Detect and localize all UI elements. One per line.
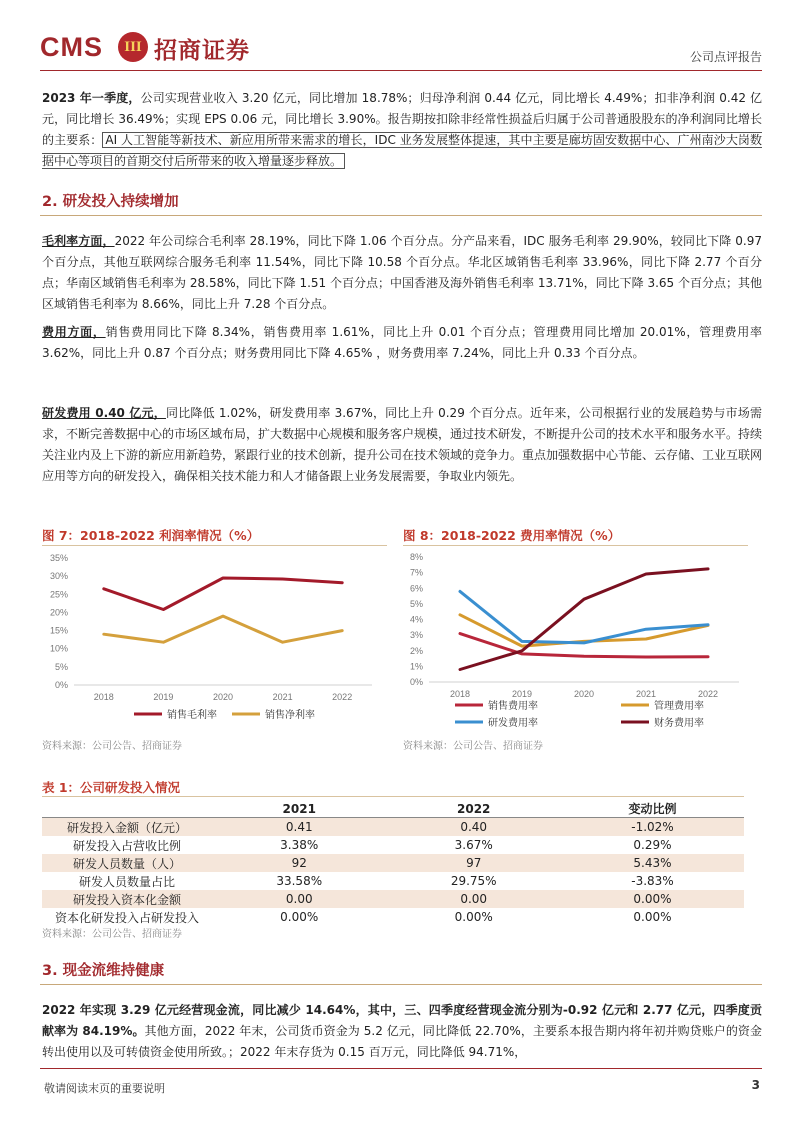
legend-label: 销售费用率 bbox=[488, 701, 538, 712]
series-line bbox=[460, 569, 708, 670]
table-cell: 0.00% bbox=[561, 890, 744, 908]
x-tick-label: 2020 bbox=[212, 692, 234, 702]
y-tick-label: 25% bbox=[49, 589, 68, 600]
table-row-label: 研发投入金额（亿元） bbox=[42, 818, 212, 837]
table-cell: -1.02% bbox=[561, 818, 744, 837]
table-cell: 0.00 bbox=[212, 890, 386, 908]
y-tick-label: 20% bbox=[49, 607, 68, 618]
table-cell: 5.43% bbox=[561, 854, 744, 872]
expense-body: 销售费用同比下降 8.34%，销售费用率 1.61%，同比上升 0.01 个百分点；管理费用同比增加 20.01%，管理费用率 3.62%，同比上升 0.87 个百分点；财务费用同比下降 4.65% ，财务费用率 7.24%，同比上升 0.33 个百分点。 bbox=[42, 325, 762, 360]
table1-source: 资料来源：公司公告、招商证券 bbox=[42, 929, 182, 940]
x-tick-label: 2022 bbox=[332, 692, 353, 702]
table1-title: 表 1：公司研发投入情况 bbox=[42, 780, 181, 795]
y-tick-label: 3% bbox=[409, 630, 423, 641]
cashflow-bold: 2022 年实现 3.29 亿元经营现金流，同比减少 14.64%，其中，三、四季度经营现金流分别为-0.92 亿元和 2.77 亿元，四季度贡献率为 84.19%。 bbox=[42, 1003, 762, 1038]
table-cell: 0.41 bbox=[212, 818, 386, 837]
footer-divider bbox=[40, 1068, 762, 1069]
y-tick-label: 4% bbox=[409, 614, 423, 625]
fig8-expense-ratio-chart bbox=[403, 548, 748, 734]
fig7-title-divider bbox=[42, 545, 387, 546]
fig7-profit-margin-chart bbox=[42, 548, 387, 728]
y-tick-label: 35% bbox=[49, 553, 68, 563]
y-tick-label: 10% bbox=[49, 643, 68, 654]
table-cell: 0.00 bbox=[386, 890, 560, 908]
cashflow-body: 其他方面，2022 年末，公司货币资金为 5.2 亿元，同比降低 22.70%，主要系本报告期内将年初并购贷账户的资金转出使用以及可转债资金使用所致。；2022 年末存货为 0.15 百万元，同比降低 94.71%， bbox=[42, 1024, 762, 1059]
fig8-source: 资料来源：公司公告、招商证券 bbox=[403, 741, 543, 752]
table-cell: 29.75% bbox=[450, 874, 497, 888]
series-line bbox=[104, 616, 342, 642]
series-line bbox=[460, 634, 708, 657]
table-cell: 3.67% bbox=[454, 838, 493, 852]
y-tick-label: 8% bbox=[409, 552, 423, 562]
table-header-row bbox=[42, 800, 744, 818]
table-cell: 92 bbox=[212, 854, 386, 872]
header-divider bbox=[40, 70, 762, 71]
rd-paragraph bbox=[42, 403, 762, 487]
rd-body: 同比降低 1.02%，研发费用率 3.67%，同比上升 0.29 个百分点。近年来，公司根据行业的发展趋势与市场需求，不断完善数据中心的市场区域布局，扩大数据中心规模和服务客户规模，通过技术研发，不断提升公司的技术水平和服务水平。持续关注业内及上下游的新应用新趋势，紧跟行业的技术创新，提升公司在技术领域的竞争力。重点加强数据中心节能、云存储、工业互联网应用等方向的研发投入，确保相关技术能力和人才储备跟上业务发展需要，争取业内领先。 bbox=[42, 406, 763, 483]
table-cell: -3.83% bbox=[631, 874, 674, 888]
legend-label: 销售净利率 bbox=[265, 710, 315, 721]
x-tick-label: 2019 bbox=[153, 692, 174, 702]
y-tick-label: 2% bbox=[409, 645, 423, 656]
table-row bbox=[42, 836, 744, 854]
gross-margin-lead: 毛利率方面， bbox=[42, 234, 115, 248]
table-cell: 3.38% bbox=[280, 838, 319, 852]
table-row bbox=[42, 872, 744, 890]
y-tick-label: 1% bbox=[409, 661, 423, 672]
table-row bbox=[42, 854, 744, 872]
table-cell: 97 bbox=[386, 854, 560, 872]
legend-label: 管理费用率 bbox=[654, 701, 704, 712]
intro-boxed-text: AI 人工智能等新技术、新应用所带来需求的增长，IDC 业务发展整体提速，其中主要是廊坊固安数据中心、广州南沙大岗数据中心等项目的首期交付后所带来的收入增量逐步释放。 bbox=[42, 133, 762, 168]
y-tick-label: 7% bbox=[409, 567, 423, 578]
x-tick-label: 2020 bbox=[573, 689, 595, 699]
table-row-label: 资本化研发投入占研发投入 bbox=[54, 910, 199, 925]
legend-label: 财务费用率 bbox=[654, 718, 704, 729]
gross-margin-paragraph bbox=[42, 231, 762, 315]
rd-investment-table bbox=[42, 800, 744, 926]
x-tick-label: 2018 bbox=[449, 689, 471, 699]
table-row bbox=[42, 890, 744, 908]
y-tick-label: 5% bbox=[409, 598, 423, 609]
logo-company-name: 招商证券 bbox=[154, 38, 250, 64]
table-cell: 0.00% bbox=[633, 910, 672, 924]
table-row-label: 研发人员数量（人） bbox=[42, 854, 212, 872]
expense-paragraph bbox=[42, 322, 762, 364]
y-tick-label: 0% bbox=[409, 677, 423, 687]
cashflow-paragraph bbox=[42, 1000, 762, 1063]
x-tick-label: 2022 bbox=[697, 689, 719, 699]
table-cell: 33.58% bbox=[276, 874, 323, 888]
x-tick-label: 2021 bbox=[272, 692, 293, 702]
table-row bbox=[42, 908, 744, 926]
rd-lead: 研发费用 0.40 亿元， bbox=[42, 406, 166, 420]
intro-paragraph bbox=[42, 88, 762, 172]
table-cell: 0.40 bbox=[386, 818, 560, 837]
table-cell: 0.00% bbox=[454, 910, 493, 924]
x-tick-label: 2021 bbox=[635, 689, 657, 699]
section-2-divider bbox=[40, 215, 762, 216]
section-3-divider bbox=[40, 984, 762, 985]
y-tick-label: 5% bbox=[54, 661, 68, 672]
fig8-title: 图 8：2018-2022 费用率情况（%） bbox=[403, 528, 621, 543]
logo-badge-icon: III bbox=[118, 32, 148, 62]
table-header-cell: 变动比例 bbox=[561, 800, 744, 818]
logo-cms-text: CMS bbox=[40, 32, 103, 62]
page-header bbox=[40, 28, 762, 72]
y-tick-label: 15% bbox=[49, 625, 68, 636]
section-2-title: 2. 研发投入持续增加 bbox=[42, 194, 179, 210]
table-cell: 0.00% bbox=[280, 910, 319, 924]
page-number: 3 bbox=[751, 1078, 760, 1092]
section-3-title: 3. 现金流维持健康 bbox=[42, 963, 165, 979]
table-row-label: 研发投入占营收比例 bbox=[72, 838, 181, 853]
table-row-label: 研发投入资本化金额 bbox=[42, 890, 212, 908]
fig7-source: 资料来源：公司公告、招商证券 bbox=[42, 741, 182, 752]
footer-note: 敬请阅读末页的重要说明 bbox=[44, 1082, 165, 1095]
y-tick-label: 6% bbox=[409, 583, 423, 594]
intro-body: 公司实现营业收入 3.20 亿元，同比增加 18.78%；归母净利润 0.44 亿元，同比增长 4.49%；扣非净利润 0.42 亿元，同比增长 36.49%；实现 EPS 0.06 元，同比增长 3.90%。报告期按扣除非经常性损益后归属于公司普通股股东的净利润同比增长的主要系： bbox=[42, 91, 762, 147]
fig7-title: 图 7：2018-2022 利润率情况（%） bbox=[42, 528, 260, 543]
x-tick-label: 2019 bbox=[511, 689, 533, 699]
intro-lead: 2023 年一季度， bbox=[42, 91, 141, 105]
fig8-title-divider bbox=[403, 545, 748, 546]
table-row-label: 研发人员数量占比 bbox=[78, 874, 175, 889]
series-line bbox=[104, 578, 342, 610]
legend-label: 销售毛利率 bbox=[167, 710, 217, 721]
expense-lead: 费用方面， bbox=[42, 325, 106, 339]
table-header-cell: 2021 bbox=[212, 800, 386, 818]
table1-title-divider bbox=[42, 796, 744, 797]
table-header-cell bbox=[42, 800, 212, 818]
legend-label: 研发费用率 bbox=[488, 718, 538, 729]
report-type-label: 公司点评报告 bbox=[689, 50, 762, 64]
gross-margin-body: 2022 年公司综合毛利率 28.19%，同比下降 1.06 个百分点。分产品来看，IDC 服务毛利率 29.90%，较同比下降 0.97 个百分点，其他互联网综合服务毛利率 11.54%，同比下降 10.58 个百分点。华北区域销售毛利率 33.96%，同比下降 2.77 个百分点；华南区域销售毛利率为 28.58%，同比下降 1.51 个百分点；中国香港及海外销售毛利率 13.71%，同比下降 3.65 个百分点；其他区域销售毛利率为 8.66%，同比上升 7.28 个百分点。 bbox=[42, 234, 762, 311]
table-header-cell: 2022 bbox=[386, 800, 560, 818]
y-tick-label: 0% bbox=[54, 680, 68, 690]
y-tick-label: 30% bbox=[49, 571, 68, 582]
table-row bbox=[42, 818, 744, 837]
x-tick-label: 2018 bbox=[93, 692, 114, 702]
table-cell: 0.29% bbox=[633, 838, 672, 852]
